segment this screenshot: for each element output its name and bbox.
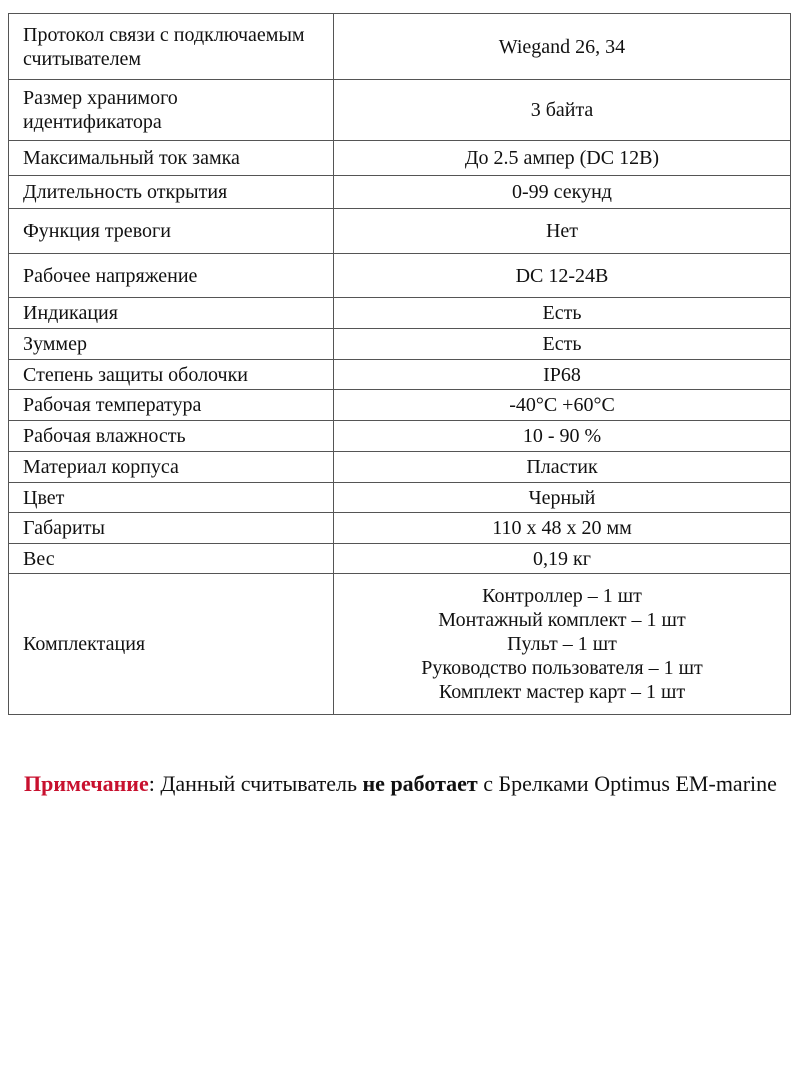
row-value: Есть — [334, 329, 791, 360]
note-text-before: Данный считыватель — [154, 771, 363, 796]
table-row — [9, 209, 791, 254]
row-label: Максимальный ток замка — [9, 141, 334, 176]
row-value: 0,19 кг — [334, 544, 791, 574]
note-emphasis: не работает — [362, 771, 478, 796]
kit-items — [334, 574, 791, 715]
note-text-after: с Брелками Optimus EM-marine — [477, 771, 777, 796]
row-value: -40°С +60°С — [334, 390, 791, 421]
note-label: Примечание — [24, 771, 149, 796]
table-row — [9, 513, 791, 544]
row-value: IP68 — [334, 360, 791, 390]
table-row — [9, 14, 791, 80]
row-label: Размер хранимого идентификатора — [9, 80, 334, 141]
table-row — [9, 141, 791, 176]
row-label: Рабочее напряжение — [9, 254, 334, 298]
table-row — [9, 483, 791, 513]
row-label: Индикация — [9, 298, 334, 329]
row-label: Функция тревоги — [9, 209, 334, 254]
row-value: 10 - 90 % — [334, 421, 791, 452]
row-value: 0-99 секунд — [334, 176, 791, 209]
table-row — [9, 254, 791, 298]
note-paragraph — [24, 770, 784, 798]
row-label: Цвет — [9, 483, 334, 513]
row-value: Wiegand 26, 34 — [334, 14, 791, 80]
table-row — [9, 329, 791, 360]
row-label: Зуммер — [9, 329, 334, 360]
row-value: DC 12-24В — [334, 254, 791, 298]
row-label: Рабочая температура — [9, 390, 334, 421]
table-row — [9, 298, 791, 329]
row-label: Протокол связи с подключаемым считывателем — [9, 14, 334, 80]
row-label: Габариты — [9, 513, 334, 544]
table-row — [9, 176, 791, 209]
row-value: До 2.5 ампер (DC 12В) — [334, 141, 791, 176]
table-row — [9, 390, 791, 421]
row-label: Степень защиты оболочки — [9, 360, 334, 390]
kit-item: Руководство пользователя – 1 шт — [421, 657, 703, 679]
note-colon: : — [148, 771, 155, 796]
kit-item: Контроллер – 1 шт — [482, 585, 642, 607]
row-label: Материал корпуса — [9, 452, 334, 483]
kit-item: Монтажный комплект – 1 шт — [438, 609, 686, 631]
row-value: Есть — [334, 298, 791, 329]
table-row — [9, 421, 791, 452]
row-label: Рабочая влажность — [9, 421, 334, 452]
kit-item: Комплект мастер карт – 1 шт — [438, 681, 686, 703]
row-value: Пластик — [334, 452, 791, 483]
table-row — [9, 80, 791, 141]
row-label: Вес — [9, 544, 334, 574]
table-row — [9, 360, 791, 390]
kit-label: Комплектация — [9, 574, 334, 715]
row-value: 3 байта — [334, 80, 791, 141]
row-value: 110 х 48 х 20 мм — [334, 513, 791, 544]
kit-item: Пульт – 1 шт — [507, 633, 617, 655]
table-row-kit — [9, 574, 791, 715]
spec-table — [8, 13, 791, 715]
table-row — [9, 544, 791, 574]
row-label: Длительность открытия — [9, 176, 334, 209]
row-value: Нет — [334, 209, 791, 254]
row-value: Черный — [334, 483, 791, 513]
table-row — [9, 452, 791, 483]
